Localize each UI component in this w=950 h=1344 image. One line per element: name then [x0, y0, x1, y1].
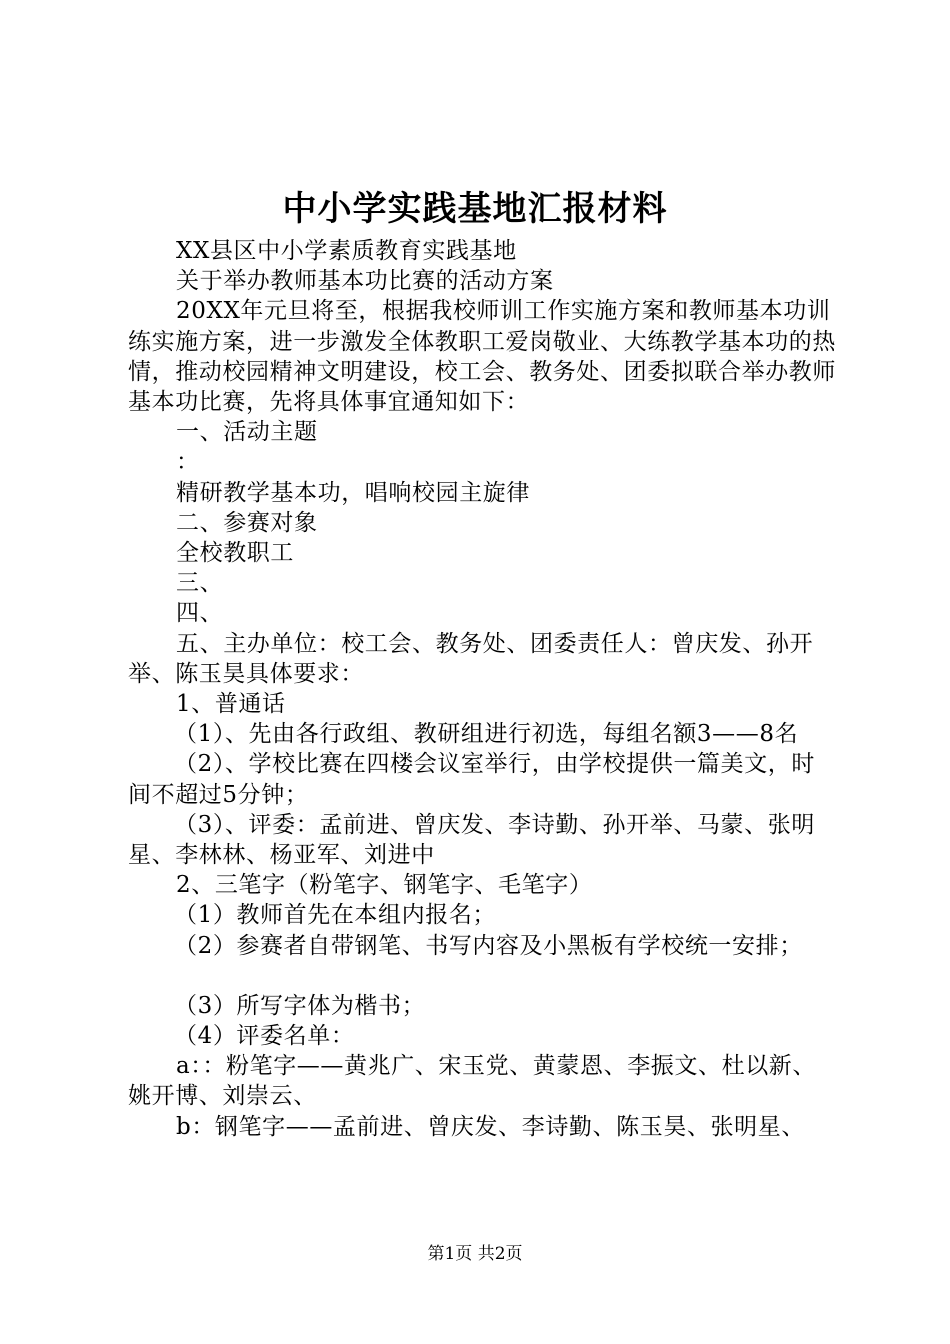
subsection-heading: 2、三笔字（粉笔字、钢笔字、毛笔字） [176, 872, 593, 899]
paragraph: 20XX年元旦将至，根据我校师训工作实施方案和教师基本功训练实施方案，进一步激发全体教职工爱岗敬业、大练教学基本功的热情，推动校园精神文明建设，校工会、教务处、团委拟联合举办教师基本功比赛，先将具体事宜通知如下： [128, 298, 836, 416]
paragraph: XX县区中小学素质教育实践基地 [176, 238, 517, 264]
blank-line [128, 961, 838, 991]
section-heading: 四、 [176, 600, 224, 627]
list-item: a：：粉笔字——黄兆广、宋玉党、黄蒙恩、李振文、杜以新、姚开博、刘崇云、 [128, 1053, 817, 1110]
list-item: （2）参赛者自带钢笔、书写内容及小黑板有学校统一安排； [174, 932, 803, 959]
page-title: 中小学实践基地汇报材料 [282, 189, 668, 229]
list-item: （3）、评委：孟前进、曾庆发、李诗勤、孙开举、马蒙、张明星、李林林、杨亚军、刘进中 [128, 811, 815, 869]
section-heading: 三、 [176, 570, 224, 597]
section-heading: 五、主办单位：校工会、教务处、团委责任人：曾庆发、孙开举、陈玉昊具体要求： [128, 630, 814, 687]
section-heading: 一、活动主题 [176, 419, 318, 446]
list-item: （1）教师首先在本组内报名； [174, 902, 497, 929]
paragraph: ： [176, 449, 200, 476]
list-item: （2）、学校比赛在四楼会议室举行，由学校提供一篇美文，时间不超过5分钟； [128, 751, 815, 808]
section-heading: 二、参赛对象 [176, 509, 318, 536]
list-item: b：钢笔字——孟前进、曾庆发、李诗勤、陈玉昊、张明星、 [176, 1113, 805, 1140]
paragraph: 全校教职工 [176, 540, 294, 567]
document-body [128, 236, 838, 1142]
page-footer: 第1页 共2页 [427, 1244, 523, 1264]
paragraph: 精研教学基本功，唱响校园主旋律 [176, 479, 530, 506]
list-item: （1）、先由各行政组、教研组进行初选，每组名额3——8名 [174, 721, 799, 748]
list-item: （3）所写字体为楷书； [174, 992, 426, 1019]
list-item: （4）评委名单： [174, 1023, 355, 1050]
subsection-heading: 1、普通话 [176, 691, 286, 718]
paragraph: 关于举办教师基本功比赛的活动方案 [176, 268, 554, 295]
